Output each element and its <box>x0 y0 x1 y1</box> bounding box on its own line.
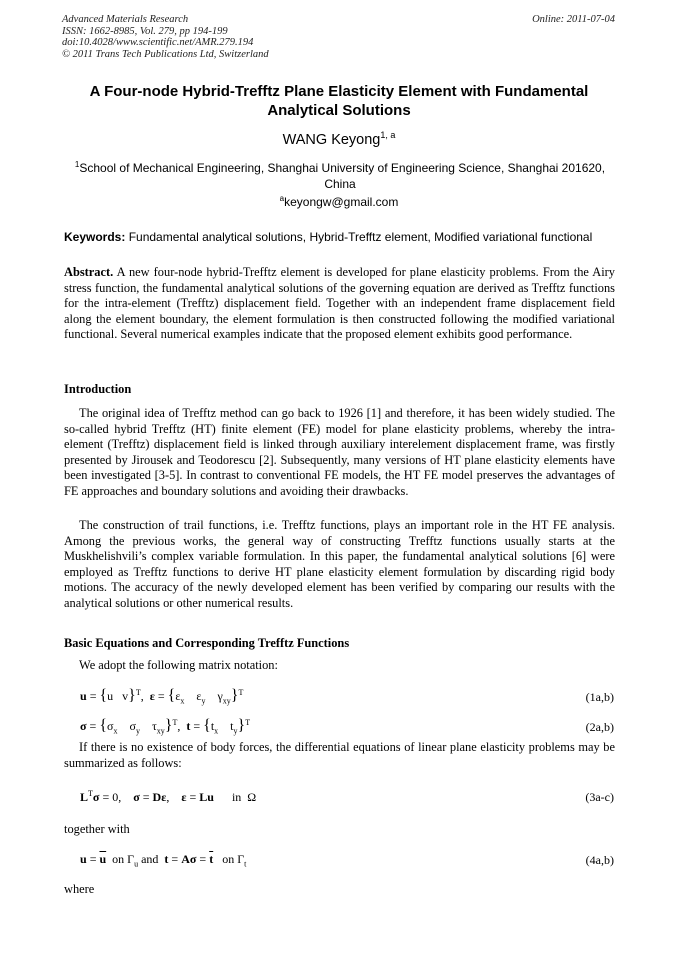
title-line-1: A Four-node Hybrid-Trefftz Plane Elasticity Element with Fundamental <box>89 83 589 100</box>
basic-paragraph-2: If there is no existence of body forces, the differential equations of linear plane elasticity problems may be summarized as follows: <box>64 740 615 770</box>
intro-paragraph-2: The construction of trail functions, i.e. Trefftz functions, plays an important role in the HT FE analysis. Among the previous works, the general way of constructing Trefftz functions usually starts at the Muskhelishvili’s complex variable formulation. In this paper, the fundamental analytical solutions [6] were employed as Trefftz functions to derive HT plane elasticity element formulation by discarding rigid body motions. The accuracy of the newly developed element has been verified by comparing our results with the analytical solutions or other numerical results. <box>64 518 615 610</box>
together-with-text: together with <box>64 822 130 836</box>
basic-paragraph-1: We adopt the following matrix notation: <box>79 658 278 672</box>
journal-header <box>62 14 269 60</box>
equation-2: $\sigma = \{\sigma_x$ $\sigma_y$ $\tau_{xy}\}^T$, $t = \{t_x$ $t_y\}^T$ <box>80 717 251 736</box>
intro-paragraph-1: The original idea of Trefftz method can go back to 1926 [1] and therefore, it has been widely studied. The so-called hybrid Trefftz (HT) finite element (FE) model for plane elasticity problems, whereby the intra-element (Trefftz) displacement field is linked through auxiliary interelement displacement frame, was firstly presented by Jirousek and Teodorescu [2]. Subsequently, many versions of HT plane elasticity elements have been investigated [3-5]. In contrast to conventional FE models, the HT FE model preserves the advantages of FE approaches and boundary solutions and avoiding their drawbacks. <box>64 406 615 498</box>
keywords-text: Fundamental analytical solutions, Hybrid-Trefftz element, Modified variational functional <box>125 230 593 244</box>
affiliation-text: School of Mechanical Engineering, Shanghai University of Engineering Science, Shanghai 201620, China <box>79 161 606 191</box>
online-date: Online: 2011-07-04 <box>532 14 615 25</box>
equation-4-number: (4a,b) <box>585 853 614 867</box>
abstract <box>64 265 615 343</box>
section-heading-introduction: Introduction <box>64 382 132 396</box>
email-address: keyongw@gmail.com <box>284 195 399 209</box>
copyright: © 2011 Trans Tech Publications Ltd, Switzerland <box>62 48 269 60</box>
equation-3: $L^T\sigma = 0$, σ = Dε, ε = Lu in Ω <box>80 789 257 804</box>
author-superscript: 1, a <box>380 130 396 140</box>
title-line-2: Analytical Solutions <box>267 102 411 119</box>
affiliation <box>62 157 618 192</box>
journal-name: Advanced Materials Research <box>62 14 189 25</box>
equation-2-number: (2a,b) <box>585 720 614 734</box>
email <box>0 194 678 209</box>
keywords <box>64 230 616 245</box>
abstract-text: A new four-node hybrid-Trefftz element is developed for plane elasticity problems. From the Airy stress function, the fundamental analytical solutions of the governing equation are derived as Trefftz functions for the intra-element (Trefftz) displacement field. Together with an independent frame displacement field along the element boundary, the element formulation is then constructed following the modified variational functional. Several numerical examples indicate that the proposed element exhibits good performance. <box>64 265 615 342</box>
where-text: where <box>64 882 95 896</box>
issn: ISSN: 1662-8985, Vol. 279, pp 194-199 <box>62 25 228 37</box>
equation-1-number: (1a,b) <box>585 690 614 704</box>
doi: doi:10.4028/www.scientific.net/AMR.279.194 <box>62 37 254 48</box>
author-name: WANG Keyong <box>282 131 381 148</box>
equation-3-number: (3a-c) <box>585 790 614 804</box>
section-heading-basic-equations: Basic Equations and Corresponding Trefftz Functions <box>64 636 350 650</box>
paper-title <box>40 82 638 120</box>
affiliation-superscript: 1 <box>74 160 80 169</box>
abstract-label: Abstract. <box>64 265 114 279</box>
email-superscript: a <box>279 194 285 203</box>
keywords-label: Keywords: <box>64 230 126 244</box>
equation-1: u = {u v}$^T$, $\varepsilon = \{\varepsilon_x$ $\varepsilon_y$ $\gamma_{xy}\}^T$ <box>80 687 244 706</box>
author <box>0 130 678 148</box>
equation-4: $u = \overline{u}$ on $\Gamma_u$ and $t = A\sigma = \overline{t}$ on $\Gamma_t$ <box>80 852 247 869</box>
